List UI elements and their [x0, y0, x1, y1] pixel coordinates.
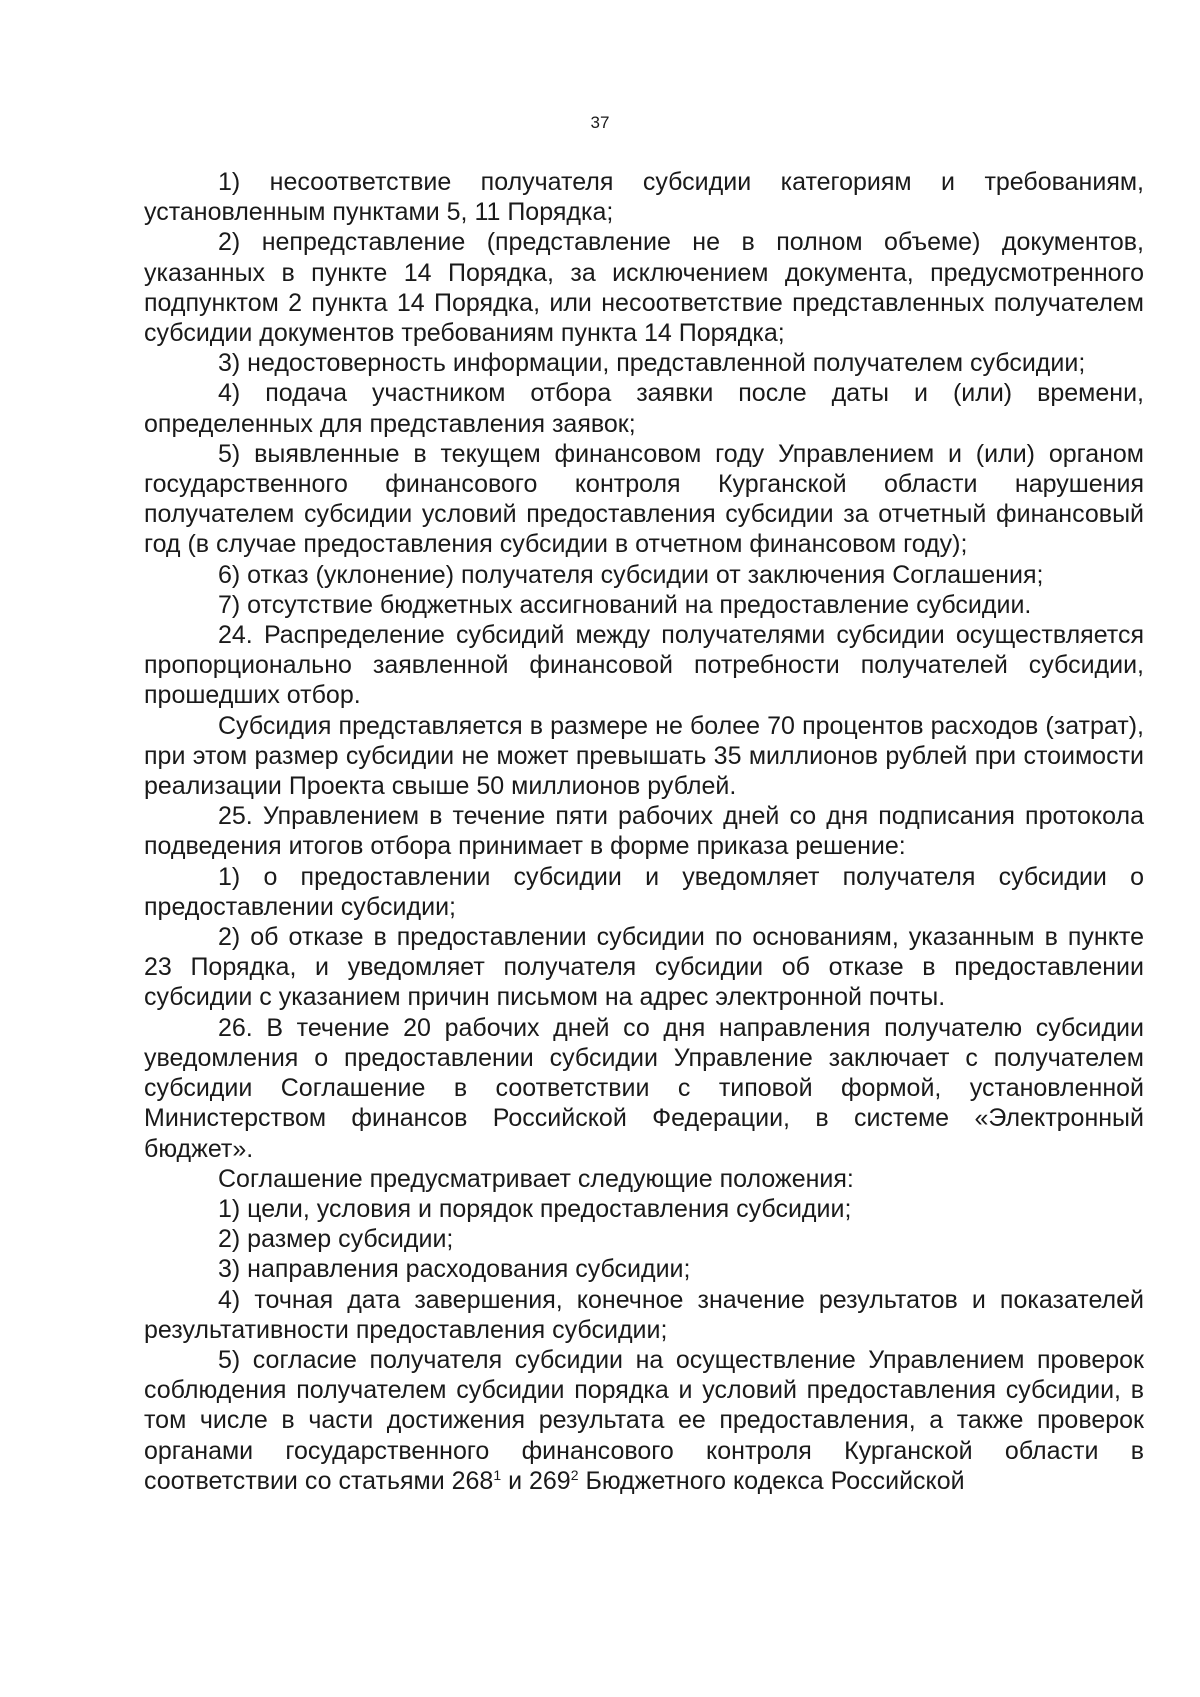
last-paragraph-part2: и 269 — [501, 1466, 571, 1495]
paragraph: 2) размер субсидии; — [218, 1225, 454, 1254]
paragraph: 25. Управлением в течение пяти рабочих дней со дня подписания протокола подведения итогов отбора принимает в форме приказа решение: — [144, 802, 1144, 861]
last-paragraph — [144, 1345, 1144, 1496]
last-paragraph-part1: 5) согласие получателя субсидии на осуществление Управлением проверок соблюдения получателем субсидии порядка и условий предоставления субсидии, в том числе в части достижения результата ее предоставления, а также проверок органами государственного финансового контроля Курганской области в соответствии со статьями 268 — [144, 1345, 1144, 1495]
paragraph: 3) направления расходования субсидии; — [218, 1255, 691, 1284]
paragraph: 7) отсутствие бюджетных ассигнований на предоставление субсидии. — [218, 590, 1032, 619]
paragraph: 3) недостоверность информации, представленной получателем субсидии; — [218, 349, 1086, 378]
superscript-2: 2 — [570, 1466, 579, 1483]
paragraph: 2) непредставление (представление не в полном объеме) документов, указанных в пункте 14 Порядка, за исключением документа, предусмотренного подпунктом 2 пункта 14 Порядка, или несоответствие представленных получателем субсидии документов требованиям пункта 14 Порядка; — [144, 228, 1144, 348]
page-number: 37 — [590, 113, 610, 132]
paragraph: 24. Распределение субсидий между получателями субсидии осуществляется пропорционально заявленной финансовой потребности получателей субсидии, прошедших отбор. — [144, 621, 1144, 710]
paragraph: 5) выявленные в текущем финансовом году Управлением и (или) органом государственного финансового контроля Курганской области нарушения получателем субсидии условий предоставления субсидии за отчетный финансовый год (в случае предоставления субсидии в отчетном финансовом году); — [144, 439, 1144, 559]
paragraph: 1) несоответствие получателя субсидии категориям и требованиям, установленным пунктами 5, 11 Порядка; — [144, 168, 1144, 227]
paragraph: Соглашение предусматривает следующие положения: — [218, 1164, 854, 1193]
paragraph: 2) об отказе в предоставлении субсидии по основаниям, указанным в пункте 23 Порядка, и уведомляет получателя субсидии об отказе в предоставлении субсидии с указанием причин письмом на адрес электронной почты. — [144, 923, 1144, 1012]
paragraph: 26. В течение 20 рабочих дней со дня направления получателю субсидии уведомления о предоставлении субсидии Управление заключает с получателем субсидии Соглашение в соответствии с типовой формой, установленной Министерством финансов Российской Федерации, в системе «Электронный бюджет». — [144, 1013, 1144, 1163]
last-paragraph-part3: Бюджетного кодекса Российской — [578, 1466, 965, 1495]
paragraph: 4) подача участником отбора заявки после даты и (или) времени, определенных для представления заявок; — [144, 379, 1144, 438]
paragraph: 1) о предоставлении субсидии и уведомляет получателя субсидии о предоставлении субсидии; — [144, 862, 1144, 921]
paragraph: 4) точная дата завершения, конечное значение результатов и показателей результативности предоставления субсидии; — [144, 1285, 1144, 1344]
superscript-1: 1 — [493, 1466, 502, 1483]
paragraph: 6) отказ (уклонение) получателя субсидии от заключения Соглашения; — [218, 560, 1044, 589]
paragraph: Субсидия представляется в размере не более 70 процентов расходов (затрат), при этом размер субсидии не может превышать 35 миллионов рублей при стоимости реализации Проекта свыше 50 миллионов рублей. — [144, 711, 1144, 801]
paragraph: 1) цели, условия и порядок предоставления субсидии; — [218, 1194, 852, 1223]
document-body — [144, 167, 1144, 1496]
